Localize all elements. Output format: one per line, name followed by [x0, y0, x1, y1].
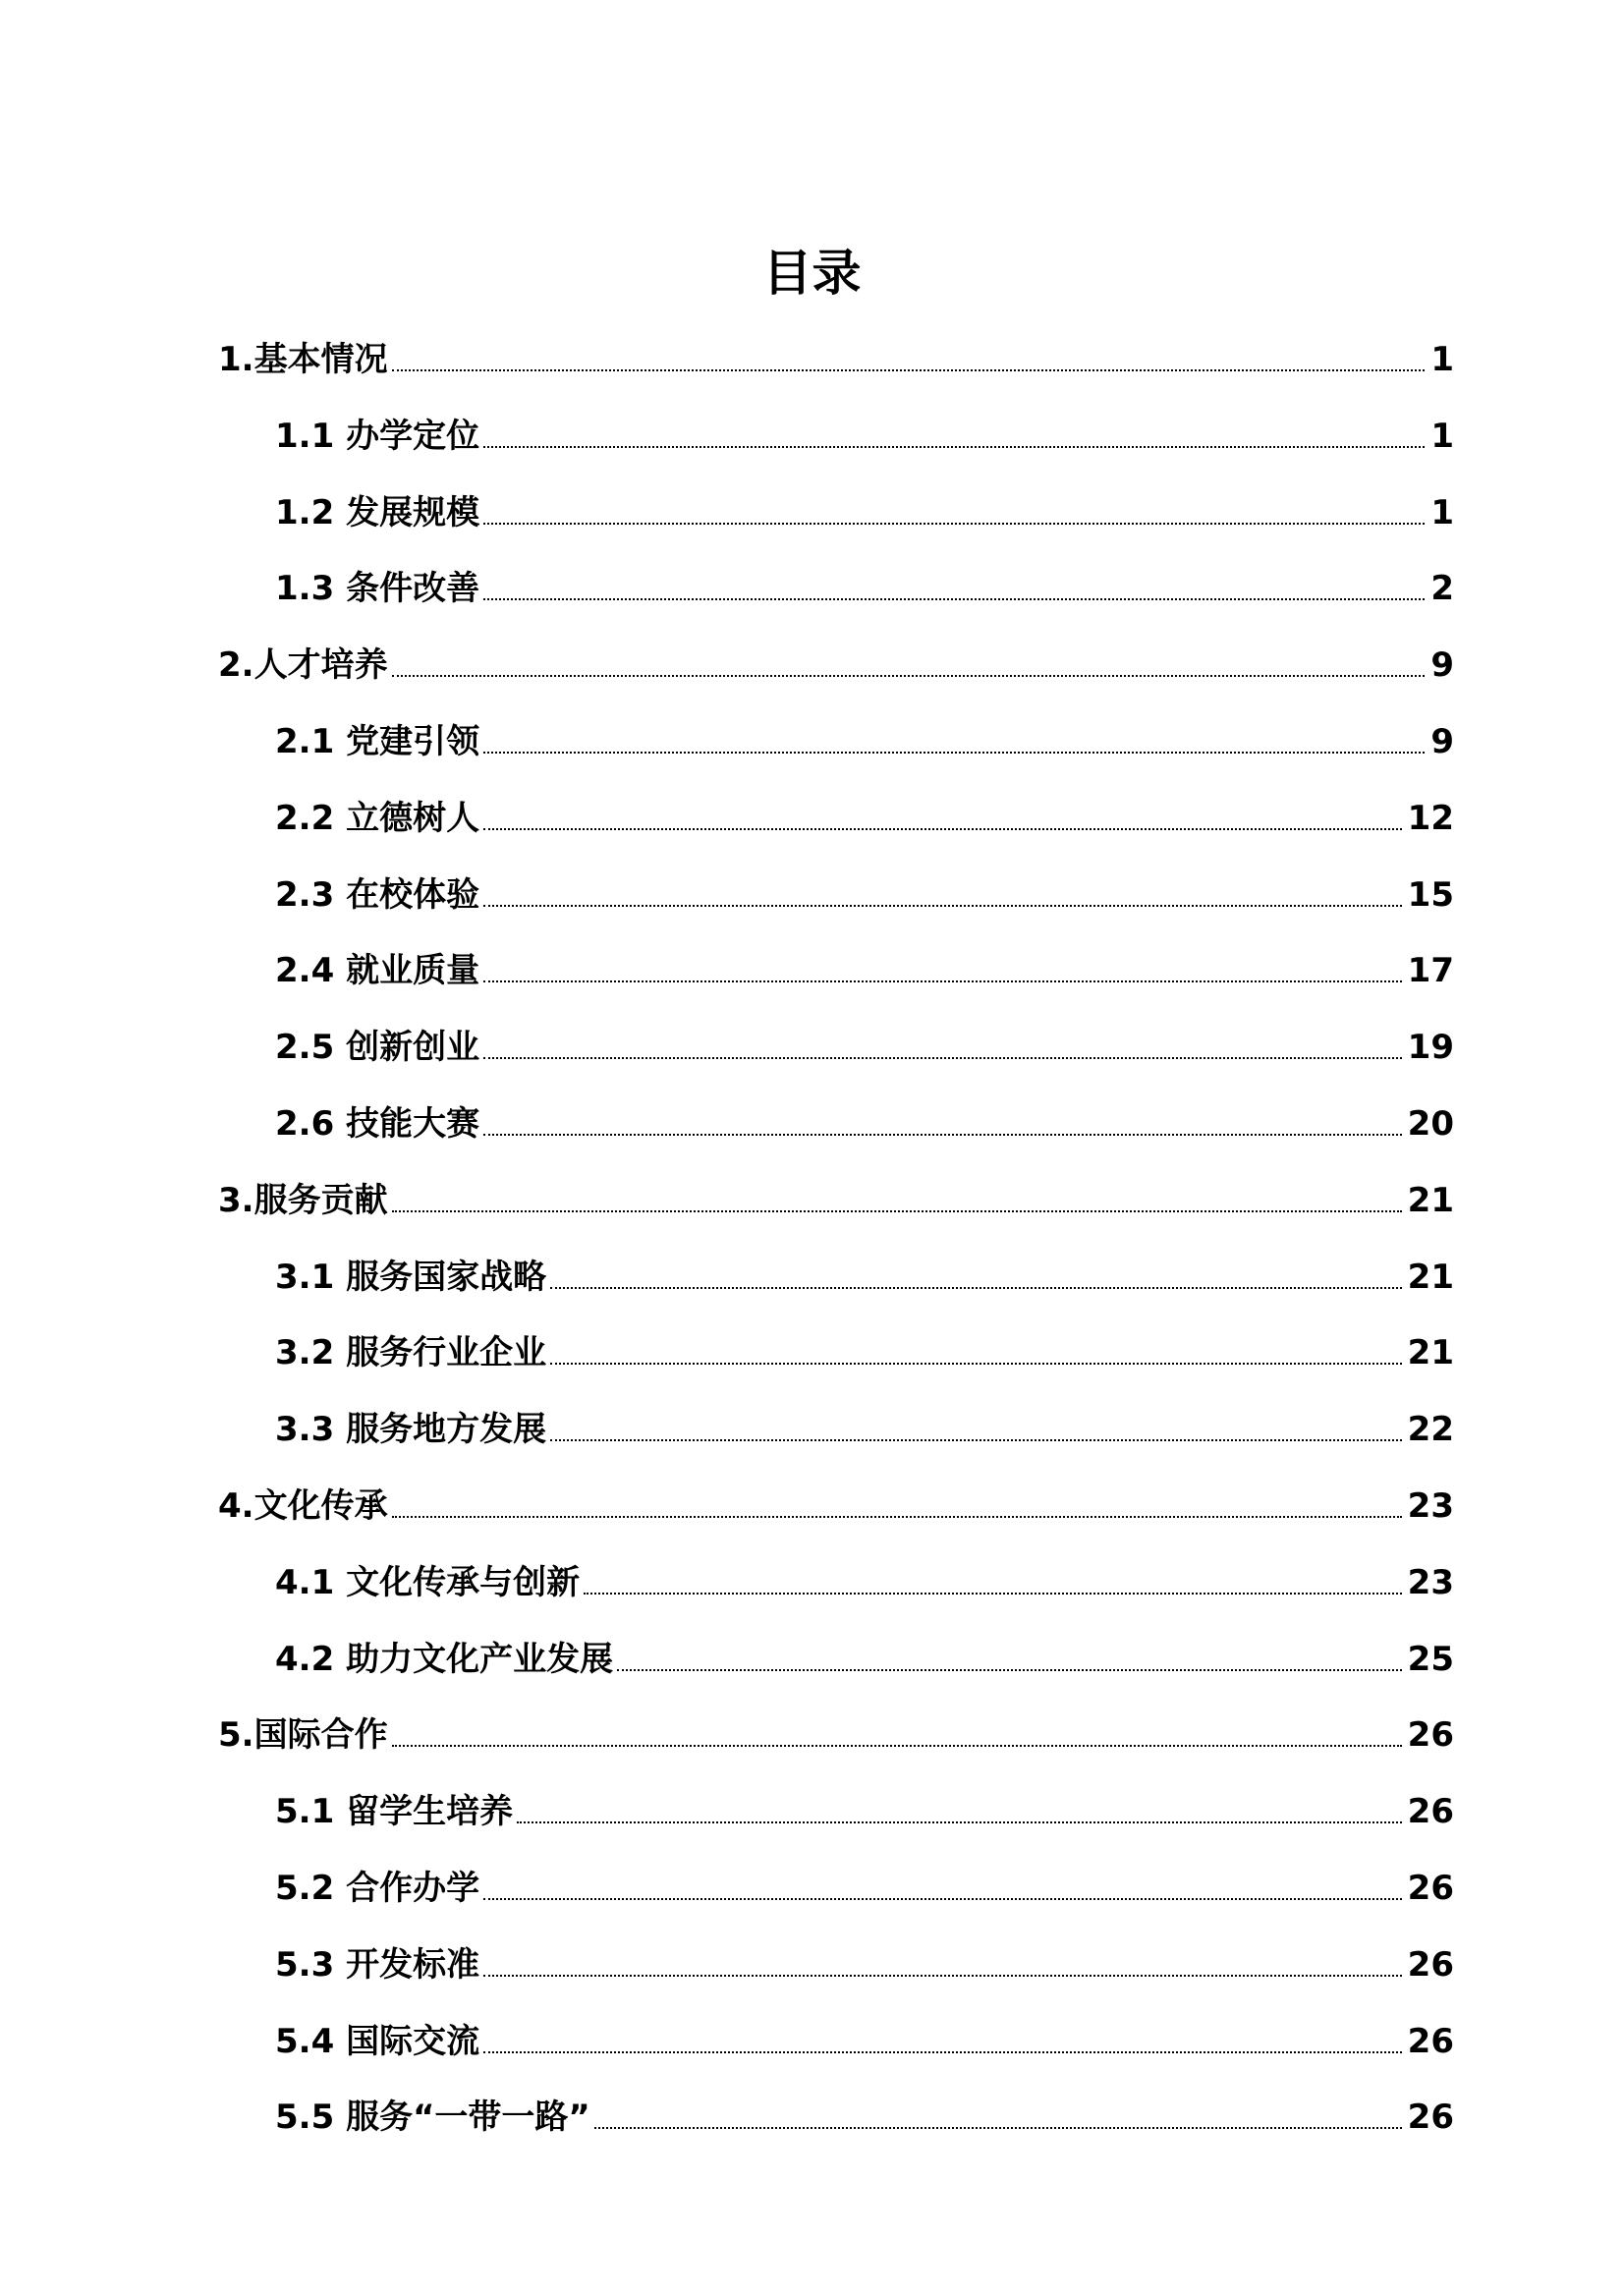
toc-entry[interactable]: [218, 1171, 1454, 1220]
toc-entry-page-number: 25: [1407, 1639, 1454, 1679]
toc-entry[interactable]: [275, 2012, 1454, 2061]
toc-entry-page-number: 19: [1407, 1028, 1454, 1068]
toc-entry[interactable]: [218, 1477, 1454, 1526]
toc-entry-page-number: 23: [1407, 1562, 1454, 1602]
toc-entry-page-number: 26: [1407, 2021, 1454, 2061]
toc-dot-leader: [392, 1745, 1402, 1747]
toc-entry-page-number: 1: [1430, 492, 1454, 532]
toc-entry-label: 2.人才培养: [218, 645, 388, 686]
toc-entry-label: 1.2 发展规模: [275, 492, 480, 532]
toc-dot-leader: [483, 2051, 1402, 2053]
toc-entry[interactable]: [275, 1630, 1454, 1679]
toc-dot-leader: [550, 1363, 1402, 1365]
toc-entry[interactable]: [275, 2088, 1454, 2137]
toc-entry-page-number: 21: [1407, 1180, 1454, 1220]
toc-entry-page-number: 26: [1407, 1715, 1454, 1756]
toc-entry-label: 2.1 党建引领: [275, 722, 480, 761]
toc-dot-leader: [483, 1134, 1402, 1136]
toc-entry-label: 2.5 创新创业: [275, 1028, 480, 1068]
toc-dot-leader: [392, 1210, 1402, 1212]
toc-entry[interactable]: [275, 1018, 1454, 1067]
toc-dot-leader: [483, 1898, 1402, 1900]
toc-entry-label: 5.2 合作办学: [275, 1869, 480, 1908]
toc-entry-label: 2.6 技能大赛: [275, 1104, 480, 1144]
toc-entry[interactable]: [275, 1248, 1454, 1297]
toc-entry-page-number: 12: [1407, 798, 1454, 838]
toc-entry-label: 4.文化传承: [218, 1486, 388, 1526]
toc-entry-page-number: 23: [1407, 1486, 1454, 1526]
toc-entry-page-number: 21: [1407, 1257, 1454, 1297]
toc-entry[interactable]: [275, 1400, 1454, 1449]
toc-entry-page-number: 26: [1407, 1944, 1454, 1985]
toc-dot-leader: [550, 1287, 1402, 1289]
toc-dot-leader: [517, 1821, 1402, 1823]
toc-entry-label: 5.4 国际交流: [275, 2021, 480, 2061]
toc-entry-label: 5.5 服务“一带一路”: [275, 2098, 590, 2138]
toc-dot-leader: [550, 1439, 1402, 1441]
toc-dot-leader: [483, 980, 1402, 982]
toc-entry-label: 5.3 开发标准: [275, 1944, 480, 1985]
toc-entry-label: 1.1 办学定位: [275, 416, 480, 456]
toc-entry[interactable]: [218, 1706, 1454, 1755]
toc-entry[interactable]: [275, 789, 1454, 838]
toc-entry-page-number: 26: [1407, 1869, 1454, 1908]
toc-dot-leader: [483, 828, 1402, 830]
toc-entry[interactable]: [275, 483, 1454, 532]
toc-entry[interactable]: [218, 636, 1454, 685]
toc-entry-page-number: 1: [1430, 416, 1454, 456]
toc-entry[interactable]: [275, 407, 1454, 456]
toc-entry[interactable]: [275, 1553, 1454, 1602]
toc-entry-label: 1.3 条件改善: [275, 569, 480, 609]
toc-entry[interactable]: [218, 330, 1454, 379]
toc-dot-leader: [392, 1516, 1402, 1518]
toc-entry-label: 2.4 就业质量: [275, 951, 480, 991]
toc-entry-label: 2.2 立德树人: [275, 798, 480, 838]
toc-entry-page-number: 2: [1430, 569, 1454, 609]
toc-dot-leader: [617, 1669, 1402, 1671]
toc-entry-page-number: 26: [1407, 1792, 1454, 1832]
toc-dot-leader: [483, 523, 1425, 525]
toc-entry[interactable]: [275, 1323, 1454, 1372]
toc-entry-label: 3.2 服务行业企业: [275, 1333, 547, 1373]
toc-entry-label: 3.1 服务国家战略: [275, 1257, 547, 1297]
toc-entry-label: 2.3 在校体验: [275, 874, 480, 915]
toc-entry-page-number: 9: [1430, 722, 1454, 761]
toc-entry-label: 5.国际合作: [218, 1715, 388, 1756]
toc-entry[interactable]: [275, 1094, 1454, 1144]
toc-dot-leader: [483, 1975, 1402, 1977]
toc-dot-leader: [483, 598, 1425, 600]
toc-entry[interactable]: [275, 1859, 1454, 1908]
toc-entry-page-number: 15: [1407, 874, 1454, 915]
toc-entry-label: 4.1 文化传承与创新: [275, 1562, 581, 1602]
toc-entry-label: 3.服务贡献: [218, 1180, 388, 1220]
toc-entry[interactable]: [275, 1935, 1454, 1985]
toc-entry[interactable]: [275, 866, 1454, 915]
toc-dot-leader: [392, 369, 1426, 371]
toc-entry-page-number: 1: [1430, 340, 1454, 379]
page-title: 目录: [762, 245, 862, 302]
toc-dot-leader: [483, 905, 1402, 907]
toc-dot-leader: [483, 1057, 1402, 1059]
toc-dot-leader: [483, 752, 1425, 754]
toc-dot-leader: [483, 446, 1425, 448]
toc-entry-page-number: 22: [1407, 1410, 1454, 1450]
toc-entry[interactable]: [275, 1782, 1454, 1831]
toc-entry-page-number: 26: [1407, 2098, 1454, 2138]
toc-entry-label: 3.3 服务地方发展: [275, 1410, 547, 1450]
toc-entry-page-number: 21: [1407, 1333, 1454, 1373]
toc-entry[interactable]: [275, 712, 1454, 761]
toc-entry-page-number: 20: [1407, 1104, 1454, 1144]
toc-entry-label: 4.2 助力文化产业发展: [275, 1639, 614, 1679]
toc-dot-leader: [594, 2127, 1402, 2129]
toc-dot-leader: [584, 1593, 1402, 1595]
toc-dot-leader: [392, 675, 1426, 677]
toc-entry-page-number: 17: [1407, 951, 1454, 991]
toc-entry[interactable]: [275, 941, 1454, 990]
toc-entry-label: 1.基本情况: [218, 340, 388, 379]
toc-entry-label: 5.1 留学生培养: [275, 1792, 514, 1832]
toc-entry[interactable]: [275, 559, 1454, 608]
toc-entry-page-number: 9: [1430, 645, 1454, 686]
